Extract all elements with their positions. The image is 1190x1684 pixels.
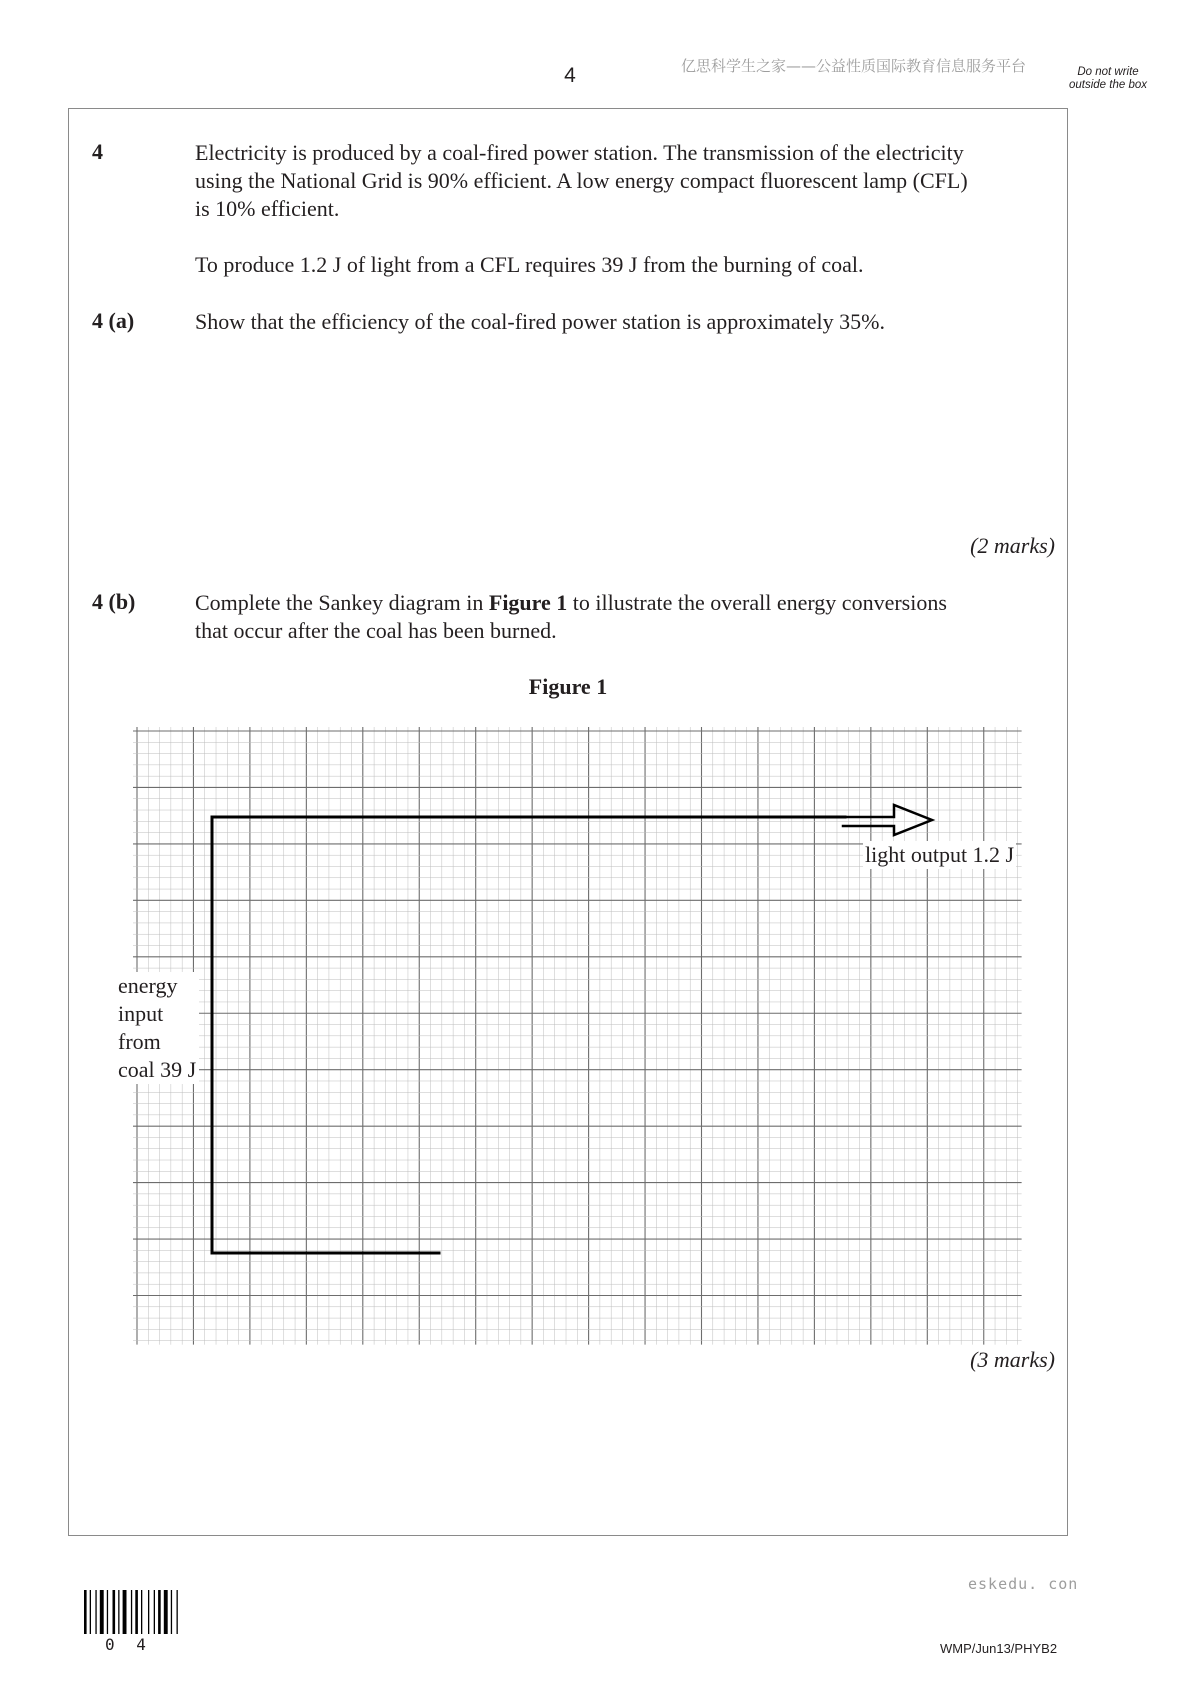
barcode-bar [84,1590,87,1634]
part-a-label: 4 (a) [92,308,135,333]
input-label-line-4: coal 39 J [118,1057,197,1082]
part-b-text-after: to illustrate the overall energy conversions [567,590,947,615]
barcode-bar [141,1590,142,1634]
intro-line-2: using the National Grid is 90% efficient. A low energy compact fluorescent lamp (CFL) [195,168,968,193]
barcode-bar [118,1590,119,1634]
paper-code: WMP/Jun13/PHYB2 [940,1641,1058,1656]
intro-line-1: Electricity is produced by a coal-fired power station. The transmission of the electricity [195,140,964,165]
header-watermark: 亿思科学生之家——公益性质国际教育信息服务平台 [681,57,1027,75]
input-label-line-2: input [118,1001,164,1026]
barcode-bar [164,1590,168,1634]
input-label-line-1: energy [118,973,178,998]
margin-note: Do not write outside the box [1068,66,1147,91]
barcode-bar [95,1590,96,1634]
sankey-outline [212,805,932,1253]
footer-watermark: eskedu. con [968,1575,1079,1593]
barcode-bar [177,1590,178,1634]
part-b-line-2: that occur after the coal has been burned. [195,618,557,643]
barcode-bar [123,1590,127,1634]
part-b-marks: (3 marks) [970,1347,1055,1372]
barcode-bar [131,1590,132,1634]
part-b-figure-ref: Figure 1 [488,590,568,615]
question-number: 4 [92,139,103,164]
output-label: light output 1.2 J [865,842,1015,867]
part-b-text-before: Complete the Sankey diagram in [195,590,489,615]
barcode-bar [113,1590,116,1634]
input-label-line-3: from [118,1029,161,1054]
input-label [118,972,199,1084]
barcode-bar [158,1590,161,1634]
barcode-bar [90,1590,91,1634]
intro-line-3: is 10% efficient. [195,196,340,221]
part-a-text: Show that the efficiency of the coal-fired power station is approximately 35%. [195,309,885,334]
figure-title: Figure 1 [528,674,608,699]
barcode-icon [84,1590,180,1636]
barcode-bar [135,1590,138,1634]
page-number: 4 [564,64,576,87]
barcode-bar [107,1590,108,1634]
output-arrow-icon [843,805,932,835]
barcode-bar [148,1590,149,1634]
given-information: To produce 1.2 J of light from a CFL requires 39 J from the burning of coal. [195,252,864,277]
barcode-digits: 0 4 [105,1635,152,1654]
barcode-bar [171,1590,172,1634]
part-b-label: 4 (b) [92,589,136,614]
part-a-marks: (2 marks) [970,533,1055,558]
barcode-bar [154,1590,155,1634]
barcode-bar [100,1590,104,1634]
